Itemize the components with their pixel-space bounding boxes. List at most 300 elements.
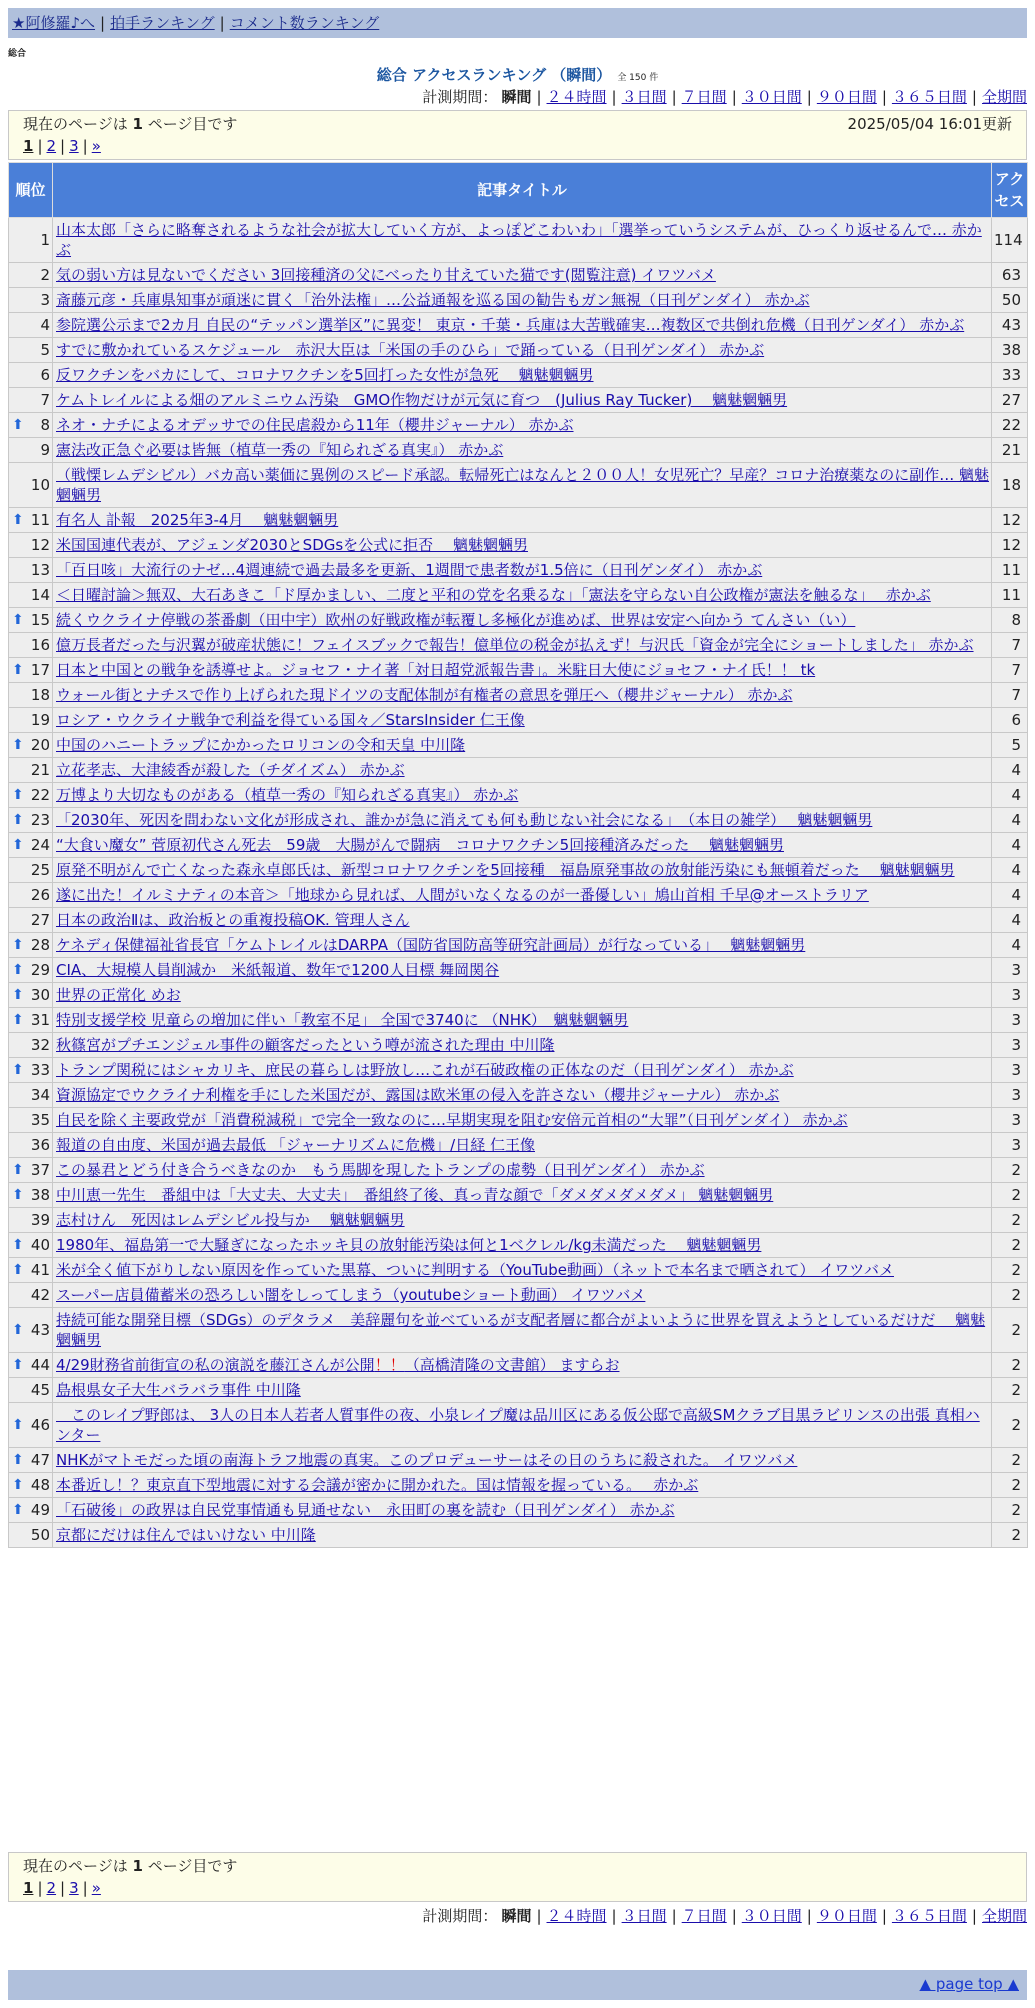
table-row bbox=[9, 1008, 1028, 1033]
article-link[interactable] bbox=[56, 1011, 628, 1029]
article-link[interactable] bbox=[56, 1161, 705, 1179]
pager-separator: | bbox=[60, 137, 66, 155]
rank-up-arrow-icon: ⬆ bbox=[12, 962, 24, 978]
rank-number: 20 bbox=[30, 736, 50, 754]
rank-number: 30 bbox=[30, 986, 50, 1004]
table-row bbox=[9, 533, 1028, 558]
period-link[interactable]: ３日間 bbox=[621, 88, 667, 106]
table-row bbox=[9, 1233, 1028, 1258]
page-info-top bbox=[8, 110, 1027, 160]
access-count: 4 bbox=[992, 808, 1028, 833]
period-separator: | bbox=[611, 88, 617, 106]
table-row bbox=[9, 1108, 1028, 1133]
article-link[interactable] bbox=[56, 986, 181, 1004]
article-link[interactable] bbox=[56, 1186, 773, 1204]
table-row bbox=[9, 733, 1028, 758]
rank-cell bbox=[9, 1498, 53, 1523]
period-link[interactable]: ３日間 bbox=[621, 1907, 667, 1925]
article-title: 原発不明がんで亡くなった森永卓郎氏は、新型コロナワクチンを5回接種 福島原発事故の放射能汚染にも無頓着だった 魑魅魍魎男 bbox=[56, 861, 955, 879]
title-cell bbox=[53, 1523, 992, 1548]
table-row bbox=[9, 933, 1028, 958]
article-link[interactable] bbox=[56, 661, 815, 679]
updated-timestamp: 2025/05/04 16:01更新 bbox=[847, 115, 1012, 133]
title-cell bbox=[53, 388, 992, 413]
rank-up-arrow-icon: ⬆ bbox=[12, 1502, 24, 1518]
period-separator: | bbox=[806, 88, 812, 106]
period-link[interactable]: ３０日間 bbox=[741, 88, 802, 106]
table-row bbox=[9, 363, 1028, 388]
title-cell bbox=[53, 783, 992, 808]
article-title: “大食い魔女” 菅原初代さん死去 59歳 大腸がんで闘病 コロナワクチン5回接種済みだった 魑魅魍魎男 bbox=[56, 836, 784, 854]
period-link[interactable]: ３６５日間 bbox=[891, 1907, 967, 1925]
period-current: 瞬間 bbox=[501, 1907, 532, 1925]
period-separator: | bbox=[536, 88, 542, 106]
table-row bbox=[9, 958, 1028, 983]
article-link[interactable] bbox=[56, 1036, 555, 1054]
article-link[interactable] bbox=[56, 736, 465, 754]
rank-number: 8 bbox=[40, 416, 50, 434]
rank-header: 順位 bbox=[9, 163, 53, 218]
rank-cell bbox=[9, 263, 53, 288]
clap-ranking-link[interactable]: 拍手ランキング bbox=[110, 14, 215, 32]
article-title: ウォール街とナチスで作り上げられた現ドイツの支配体制が有権者の意思を弾圧へ（櫻井ジャーナル） 赤かぶ bbox=[56, 686, 793, 704]
rank-cell bbox=[9, 388, 53, 413]
article-title: 有名人 訃報 2025年3-4月 魑魅魍魎男 bbox=[56, 511, 339, 529]
home-link[interactable]: ★阿修羅♪へ bbox=[12, 14, 96, 32]
table-row bbox=[9, 1208, 1028, 1233]
rank-cell bbox=[9, 533, 53, 558]
article-title: 4/29財務省前街宣の私の演説を藤江さんが公開 bbox=[56, 1356, 375, 1374]
article-link[interactable] bbox=[56, 1476, 698, 1494]
rank-number: 47 bbox=[30, 1451, 50, 1469]
rank-cell bbox=[9, 463, 53, 508]
pager-page[interactable]: 2 bbox=[46, 1879, 57, 1897]
rank-number: 38 bbox=[30, 1186, 50, 1204]
access-count: 2 bbox=[992, 1523, 1028, 1548]
table-row bbox=[9, 1258, 1028, 1283]
article-title: 憲法改正急ぐ必要は皆無（植草一秀の『知られざる真実』） 赤かぶ bbox=[56, 441, 504, 459]
article-link[interactable] bbox=[56, 886, 869, 904]
article-title: 「2030年、死因を問わない文化が形成され、誰かが急に消えても何も動じない社会になる」 （本日の雑学） 魑魅魍魎男 bbox=[56, 811, 873, 829]
rank-cell bbox=[9, 1033, 53, 1058]
table-row bbox=[9, 1283, 1028, 1308]
period-link[interactable]: ９０日間 bbox=[816, 1907, 877, 1925]
rank-number: 34 bbox=[30, 1086, 50, 1104]
pager-page: 1 bbox=[23, 137, 34, 155]
rank-number: 29 bbox=[30, 961, 50, 979]
rank-cell bbox=[9, 783, 53, 808]
article-link[interactable] bbox=[56, 1526, 316, 1544]
access-count: 12 bbox=[992, 533, 1028, 558]
period-separator: | bbox=[731, 88, 737, 106]
article-title: 島根県女子大生バラバラ事件 中川隆 bbox=[56, 1381, 301, 1399]
article-title: 参院選公示まで2カ月 自民の“テッパン選挙区”に異変！ 東京・千葉・兵庫は大苦戦確実…複数区で共倒れ危機（日刊ゲンダイ） 赤かぶ bbox=[56, 316, 965, 334]
pager-page[interactable]: 2 bbox=[46, 137, 57, 155]
rank-number: 19 bbox=[30, 711, 50, 729]
title-cell bbox=[53, 218, 992, 263]
rank-cell bbox=[9, 858, 53, 883]
article-link[interactable] bbox=[56, 961, 499, 979]
article-title: 立花孝志、大津綾香が殺した（チダイズム） 赤かぶ bbox=[56, 761, 405, 779]
table-row bbox=[9, 1183, 1028, 1208]
rank-number: 31 bbox=[30, 1011, 50, 1029]
table-row bbox=[9, 983, 1028, 1008]
article-link[interactable] bbox=[56, 266, 716, 284]
article-title: 遂に出た！イルミナティの本音＞「地球から見れば、人間がいなくなるのが一番優しい」鳩山首相 千早@オーストラリア bbox=[56, 886, 869, 904]
rank-cell bbox=[9, 933, 53, 958]
total-count: 全 150 件 bbox=[617, 73, 659, 83]
page-info-text: 現在のページは 1 ページ目です bbox=[23, 115, 238, 133]
period-link[interactable]: ９０日間 bbox=[816, 88, 877, 106]
article-title: 本番近し！？東京直下型地震に対する会議が密かに開かれた。国は情報を握っている。 赤かぶ bbox=[56, 1476, 699, 1494]
access-count: 3 bbox=[992, 1133, 1028, 1158]
article-link[interactable] bbox=[56, 536, 528, 554]
table-row bbox=[9, 1133, 1028, 1158]
page-top-link[interactable]: ▲ page top ▲ bbox=[919, 1975, 1019, 1993]
rank-cell bbox=[9, 1523, 53, 1548]
title-cell bbox=[53, 1208, 992, 1233]
rank-number: 24 bbox=[30, 836, 50, 854]
period-separator: | bbox=[881, 1907, 887, 1925]
table-row bbox=[9, 758, 1028, 783]
rank-cell bbox=[9, 733, 53, 758]
article-link[interactable] bbox=[56, 221, 982, 259]
access-count: 2 bbox=[992, 1403, 1028, 1448]
rank-number: 13 bbox=[30, 561, 50, 579]
rank-cell bbox=[9, 908, 53, 933]
article-link[interactable] bbox=[56, 786, 518, 804]
rank-cell bbox=[9, 558, 53, 583]
article-link[interactable] bbox=[56, 686, 792, 704]
rank-cell bbox=[9, 683, 53, 708]
article-link[interactable] bbox=[56, 561, 762, 579]
period-link[interactable]: 全期間 bbox=[981, 1907, 1027, 1925]
article-title: 中川恵一先生 番組中は「大丈夫、大丈夫」 番組終了後、真っ青な顔で「ダメダメダメダメ」 魑魅魍魎男 bbox=[56, 1186, 774, 1204]
access-count: 5 bbox=[992, 733, 1028, 758]
access-count: 2 bbox=[992, 1308, 1028, 1353]
access-count: 27 bbox=[992, 388, 1028, 413]
access-count: 38 bbox=[992, 338, 1028, 363]
article-link[interactable] bbox=[56, 511, 338, 529]
title-cell bbox=[53, 733, 992, 758]
title-cell bbox=[53, 808, 992, 833]
article-link[interactable] bbox=[56, 1211, 405, 1229]
article-link[interactable] bbox=[56, 811, 872, 829]
rank-up-arrow-icon: ⬆ bbox=[12, 1187, 24, 1203]
access-count: 4 bbox=[992, 758, 1028, 783]
table-row bbox=[9, 908, 1028, 933]
title-cell bbox=[53, 288, 992, 313]
article-link[interactable] bbox=[56, 1261, 894, 1279]
article-link[interactable] bbox=[56, 1501, 675, 1519]
rank-up-arrow-icon: ⬆ bbox=[12, 1012, 24, 1028]
rank-number: 6 bbox=[40, 366, 50, 384]
table-row bbox=[9, 263, 1028, 288]
article-title: 斎藤元彦・兵庫県知事が頑迷に貫く「治外法権」…公益通報を巡る国の勧告もガン無視（日刊ゲンダイ） 赤かぶ bbox=[56, 291, 810, 309]
rank-number: 2 bbox=[40, 266, 50, 284]
period-label: 計測期間： bbox=[422, 1907, 498, 1925]
pager-page[interactable]: 3 bbox=[69, 137, 79, 155]
rank-number: 45 bbox=[30, 1381, 50, 1399]
article-link[interactable] bbox=[56, 611, 855, 629]
title-cell bbox=[53, 608, 992, 633]
title-cell bbox=[53, 1258, 992, 1283]
access-count: 2 bbox=[992, 1208, 1028, 1233]
article-link[interactable] bbox=[56, 1136, 535, 1154]
rank-cell bbox=[9, 808, 53, 833]
article-link[interactable] bbox=[56, 441, 503, 459]
table-row bbox=[9, 218, 1028, 263]
period-link[interactable]: 全期間 bbox=[981, 88, 1027, 106]
table-row bbox=[9, 1523, 1028, 1548]
article-link[interactable] bbox=[56, 341, 764, 359]
title-cell bbox=[53, 508, 992, 533]
rank-number: 11 bbox=[30, 511, 50, 529]
table-row bbox=[9, 558, 1028, 583]
title-cell bbox=[53, 633, 992, 658]
article-title: 日本と中国との戦争を誘導せよ。ジョセフ・ナイ著「対日超党派報告書」。米駐日大使にジョセフ・ナイ氏！！ tk bbox=[56, 661, 816, 679]
rank-cell bbox=[9, 218, 53, 263]
access-count: 2 bbox=[992, 1233, 1028, 1258]
title-cell bbox=[53, 708, 992, 733]
rank-cell bbox=[9, 1183, 53, 1208]
access-count: 3 bbox=[992, 958, 1028, 983]
title-cell bbox=[53, 1083, 992, 1108]
title-cell bbox=[53, 1403, 992, 1448]
period-separator: | bbox=[971, 88, 977, 106]
access-count: 4 bbox=[992, 833, 1028, 858]
access-count: 3 bbox=[992, 983, 1028, 1008]
rank-cell bbox=[9, 363, 53, 388]
rank-cell bbox=[9, 1133, 53, 1158]
page-info-text: 現在のページは 1 ページ目です bbox=[23, 1857, 238, 1875]
access-count: 63 bbox=[992, 263, 1028, 288]
period-link[interactable]: ２４時間 bbox=[546, 1907, 607, 1925]
article-link[interactable] bbox=[56, 911, 410, 929]
article-link[interactable] bbox=[56, 1381, 301, 1399]
article-title: 自民を除く主要政党が「消費税減税」で完全一致なのに…早期実現を阻む安倍元首相の“大罪”（日刊ゲンダイ） 赤かぶ bbox=[56, 1111, 848, 1129]
period-separator: | bbox=[536, 1907, 542, 1925]
rank-cell bbox=[9, 1083, 53, 1108]
title-cell bbox=[53, 908, 992, 933]
article-link[interactable] bbox=[56, 1236, 761, 1254]
article-title: 持続可能な開発目標（SDGs）のデタラメ 美辞麗句を並べているが支配者層に都合がよいように世界を買えようとしているだけだ 魑魅魍魎男 bbox=[56, 1311, 986, 1349]
access-count: 8 bbox=[992, 608, 1028, 633]
article-title: ケムトレイルによる畑のアルミニウム汚染 GMO作物だけが元気に育つ (Julius Ray Tucker) 魑魅魍魎男 bbox=[56, 391, 788, 409]
rank-number: 36 bbox=[30, 1136, 50, 1154]
article-title: 秋篠宮がプチエンジェル事件の顧客だったという噂が流された理由 中川隆 bbox=[56, 1036, 555, 1054]
access-count: 3 bbox=[992, 1083, 1028, 1108]
article-link[interactable] bbox=[56, 761, 405, 779]
table-row bbox=[9, 708, 1028, 733]
comment-ranking-link[interactable]: コメント数ランキング bbox=[229, 14, 380, 32]
pager-page: 1 bbox=[23, 1879, 34, 1897]
article-link[interactable] bbox=[56, 416, 574, 434]
access-count: 2 bbox=[992, 1258, 1028, 1283]
table-row bbox=[9, 683, 1028, 708]
rank-number: 27 bbox=[30, 911, 50, 929]
rank-up-arrow-icon: ⬆ bbox=[12, 987, 24, 1003]
article-link[interactable] bbox=[56, 466, 989, 504]
rank-number: 1 bbox=[40, 231, 50, 249]
access-count: 2 bbox=[992, 1378, 1028, 1403]
rank-cell bbox=[9, 1448, 53, 1473]
period-link[interactable]: ２４時間 bbox=[546, 88, 607, 106]
rank-number: 33 bbox=[30, 1061, 50, 1079]
table-row bbox=[9, 1378, 1028, 1403]
rank-cell bbox=[9, 658, 53, 683]
article-title: すでに敷かれているスケジュール 赤沢大臣は「米国の手のひら」で踊っている（日刊ゲンダイ） 赤かぶ bbox=[56, 341, 765, 359]
table-row bbox=[9, 1058, 1028, 1083]
table-row bbox=[9, 1403, 1028, 1448]
table-row bbox=[9, 413, 1028, 438]
article-link[interactable] bbox=[56, 711, 525, 729]
article-link[interactable] bbox=[56, 316, 964, 334]
rank-cell bbox=[9, 338, 53, 363]
article-link[interactable] bbox=[56, 636, 974, 654]
pager-separator: | bbox=[60, 1879, 66, 1897]
article-link[interactable] bbox=[56, 1286, 645, 1304]
title-cell bbox=[53, 1108, 992, 1133]
rank-cell bbox=[9, 313, 53, 338]
rank-cell bbox=[9, 413, 53, 438]
rank-cell bbox=[9, 1308, 53, 1353]
exclamation-mark: ！！ bbox=[374, 1356, 405, 1374]
rank-number: 44 bbox=[30, 1356, 50, 1374]
title-cell bbox=[53, 1473, 992, 1498]
page-info-bottom bbox=[8, 1852, 1027, 1902]
ranking-title-text: 総合 アクセスランキング （瞬間） bbox=[376, 66, 612, 84]
title-cell bbox=[53, 833, 992, 858]
pager-next[interactable]: » bbox=[91, 137, 101, 155]
title-cell bbox=[53, 363, 992, 388]
rank-number: 23 bbox=[30, 811, 50, 829]
article-link[interactable] bbox=[56, 586, 931, 604]
access-count: 4 bbox=[992, 858, 1028, 883]
period-link[interactable]: ３０日間 bbox=[741, 1907, 802, 1925]
access-count: 4 bbox=[992, 908, 1028, 933]
rank-number: 14 bbox=[30, 586, 50, 604]
access-count: 4 bbox=[992, 783, 1028, 808]
article-link[interactable] bbox=[56, 1311, 985, 1349]
article-link[interactable] bbox=[56, 1406, 980, 1444]
rank-up-arrow-icon: ⬆ bbox=[12, 787, 24, 803]
article-link[interactable] bbox=[56, 1356, 619, 1374]
article-title: ＜日曜討論＞無双、大石あきこ「ド厚かましい、二度と平和の党を名乗るな」「憲法を守らない自公政権が憲法を触るな」 赤かぶ bbox=[56, 586, 931, 604]
rank-cell bbox=[9, 1473, 53, 1498]
access-count: 2 bbox=[992, 1158, 1028, 1183]
rank-cell bbox=[9, 708, 53, 733]
article-title: このレイプ野郎は、 3人の日本人若者人質事件の夜、小泉レイプ魔は品川区にある仮公邸で高級SMクラブ目黒ラビリンスの出張 真相ハンター bbox=[56, 1406, 980, 1444]
pager-separator: | bbox=[82, 137, 88, 155]
article-link[interactable] bbox=[56, 1061, 794, 1079]
access-count: 33 bbox=[992, 363, 1028, 388]
table-row bbox=[9, 858, 1028, 883]
pager-separator: | bbox=[82, 1879, 88, 1897]
count-header: アクセス bbox=[992, 163, 1028, 218]
article-title: 米国国連代表が、アジェンダ2030とSDGsを公式に拒否 魑魅魍魎男 bbox=[56, 536, 528, 554]
article-link[interactable] bbox=[56, 936, 805, 954]
rank-cell bbox=[9, 438, 53, 463]
article-link[interactable] bbox=[56, 1086, 779, 1104]
rank-number: 25 bbox=[30, 861, 50, 879]
rank-number: 37 bbox=[30, 1161, 50, 1179]
article-title: 「石破後」の政界は自民党事情通も見通せない 永田町の裏を読む（日刊ゲンダイ） 赤かぶ bbox=[56, 1501, 675, 1519]
table-row bbox=[9, 808, 1028, 833]
article-link[interactable] bbox=[56, 291, 810, 309]
article-title: 米が全く値下がりしない原因を作っていた黒幕、ついに判明する（YouTube動画）（ネットで本名まで晒されて） イワツバメ bbox=[56, 1261, 894, 1279]
rank-up-arrow-icon: ⬆ bbox=[12, 1262, 24, 1278]
access-count: 6 bbox=[992, 708, 1028, 733]
rank-number: 5 bbox=[40, 341, 50, 359]
article-link[interactable] bbox=[56, 836, 784, 854]
rank-up-arrow-icon: ⬆ bbox=[12, 512, 24, 528]
access-count: 3 bbox=[992, 1108, 1028, 1133]
rank-up-arrow-icon: ⬆ bbox=[12, 1357, 24, 1373]
access-count: 22 bbox=[992, 413, 1028, 438]
rank-cell bbox=[9, 758, 53, 783]
rank-up-arrow-icon: ⬆ bbox=[12, 662, 24, 678]
title-cell bbox=[53, 1448, 992, 1473]
pager-separator: | bbox=[37, 137, 43, 155]
article-link[interactable] bbox=[56, 861, 955, 879]
title-cell bbox=[53, 658, 992, 683]
rank-cell bbox=[9, 958, 53, 983]
period-separator: | bbox=[731, 1907, 737, 1925]
table-row bbox=[9, 1498, 1028, 1523]
period-link[interactable]: ７日間 bbox=[681, 1907, 727, 1925]
rank-up-arrow-icon: ⬆ bbox=[12, 812, 24, 828]
access-count: 11 bbox=[992, 583, 1028, 608]
article-title: トランプ関税にはシャカリキ、庶民の暮らしは野放し…これが石破政権の正体なのだ（日刊ゲンダイ） 赤かぶ bbox=[56, 1061, 794, 1079]
access-count: 4 bbox=[992, 883, 1028, 908]
table-row bbox=[9, 1448, 1028, 1473]
article-title: 世界の正常化 めお bbox=[56, 986, 181, 1004]
title-header: 記事タイトル bbox=[53, 163, 992, 218]
rank-cell bbox=[9, 1233, 53, 1258]
rank-up-arrow-icon: ⬆ bbox=[12, 1322, 24, 1338]
period-link[interactable]: ３６５日間 bbox=[891, 88, 967, 106]
rank-number: 16 bbox=[30, 636, 50, 654]
rank-up-arrow-icon: ⬆ bbox=[12, 417, 24, 433]
article-link[interactable] bbox=[56, 391, 787, 409]
title-cell bbox=[53, 1308, 992, 1353]
pager-page[interactable]: 3 bbox=[69, 1879, 79, 1897]
title-cell bbox=[53, 883, 992, 908]
rank-number: 41 bbox=[30, 1261, 50, 1279]
rank-cell bbox=[9, 1158, 53, 1183]
table-row bbox=[9, 388, 1028, 413]
article-title: 中国のハニートラップにかかったロリコンの令和天皇 中川隆 bbox=[56, 736, 466, 754]
period-link[interactable]: ７日間 bbox=[681, 88, 727, 106]
article-link[interactable] bbox=[56, 366, 594, 384]
access-count: 50 bbox=[992, 288, 1028, 313]
rank-up-arrow-icon: ⬆ bbox=[12, 737, 24, 753]
pager-next[interactable]: » bbox=[91, 1879, 101, 1897]
access-count: 2 bbox=[992, 1283, 1028, 1308]
rank-up-arrow-icon: ⬆ bbox=[12, 837, 24, 853]
rank-number: 17 bbox=[30, 661, 50, 679]
rank-number: 18 bbox=[30, 686, 50, 704]
rank-cell bbox=[9, 1258, 53, 1283]
rank-cell bbox=[9, 583, 53, 608]
article-link[interactable] bbox=[56, 1111, 848, 1129]
article-link[interactable] bbox=[56, 1451, 797, 1469]
article-title: 続くウクライナ停戦の茶番劇（田中宇）欧州の好戦政権が転覆し多極化が進めば、世界は安定へ向かう てんさい（い） bbox=[56, 611, 856, 629]
rank-number: 21 bbox=[30, 761, 50, 779]
rank-cell bbox=[9, 1283, 53, 1308]
rank-up-arrow-icon: ⬆ bbox=[12, 937, 24, 953]
